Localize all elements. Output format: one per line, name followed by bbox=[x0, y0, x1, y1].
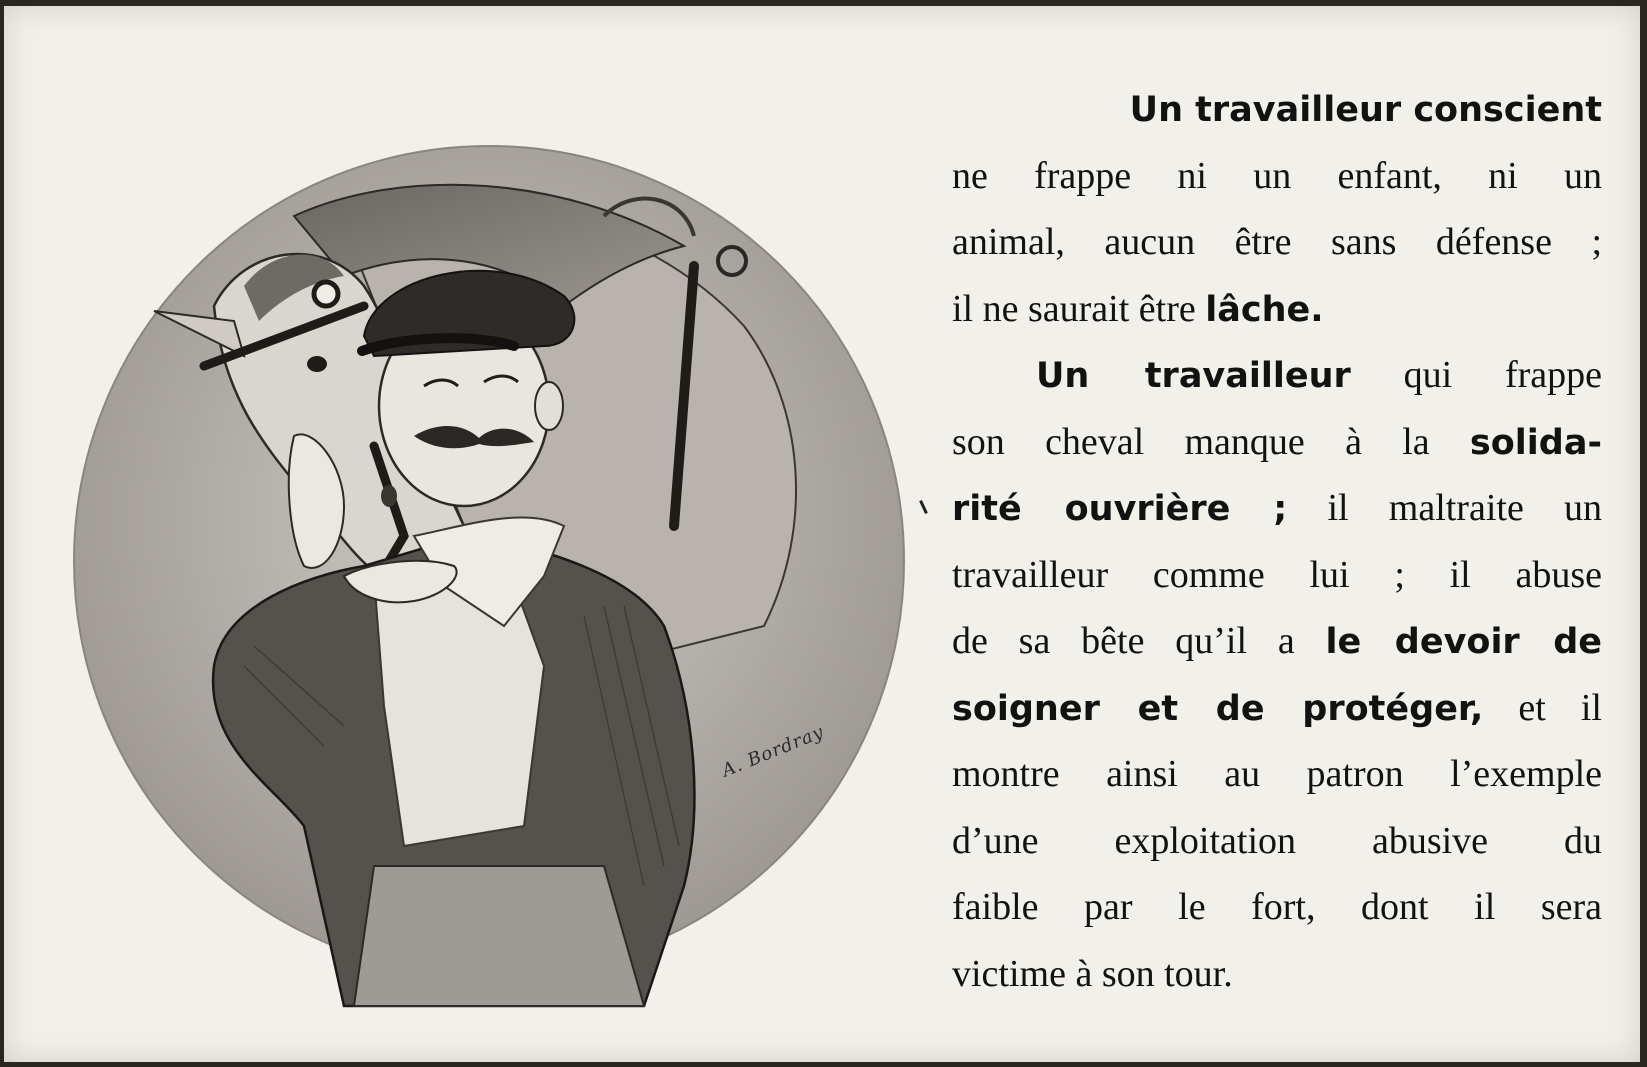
artist-signature: A. Bordray bbox=[719, 721, 828, 782]
text-line: victime à son tour. bbox=[952, 952, 1233, 995]
text-line: montre ainsi au patron l’exemple bbox=[952, 753, 1602, 795]
text-line bbox=[952, 342, 1602, 409]
text-span: son cheval manque à la bbox=[952, 420, 1470, 463]
man-trousers bbox=[354, 866, 644, 1006]
text-span: et il bbox=[1483, 686, 1602, 729]
horse-nostril bbox=[381, 485, 397, 507]
bold-phrase: solida- bbox=[1469, 422, 1602, 463]
text-span: il maltraite un bbox=[1287, 487, 1603, 529]
postcard bbox=[4, 6, 1640, 1062]
heading-phrase: Un travailleur conscient bbox=[1129, 90, 1602, 130]
text-line bbox=[952, 475, 1602, 542]
bold-phrase: lâche. bbox=[1205, 289, 1324, 330]
text-line bbox=[952, 675, 1602, 742]
bold-phrase: rité ouvrière ; bbox=[952, 489, 1288, 529]
man-and-horse-illustration bbox=[44, 106, 924, 1062]
text-line: travailleur comme lui ; il abuse bbox=[952, 553, 1602, 596]
text-line bbox=[952, 409, 1602, 476]
horse-eye bbox=[307, 356, 327, 372]
text-span: il ne saurait être bbox=[952, 287, 1206, 330]
bold-phrase: soigner et de protéger, bbox=[952, 688, 1484, 729]
text-line: d’une exploitation abusive du bbox=[952, 819, 1602, 862]
man-ear bbox=[535, 382, 563, 430]
bridle-rosette bbox=[314, 282, 338, 306]
text-line: faible par le fort, dont il sera bbox=[952, 886, 1602, 928]
text-span: de sa bête qu’il a bbox=[952, 620, 1326, 662]
text-line bbox=[952, 608, 1602, 675]
bold-phrase: Un travailleur bbox=[1036, 356, 1351, 396]
text-line: ne frappe ni un enfant, ni un bbox=[952, 154, 1602, 197]
text-span: qui frappe bbox=[1350, 354, 1602, 396]
text-line bbox=[952, 76, 1602, 143]
text-line bbox=[952, 276, 1602, 343]
text-line: animal, aucun être sans défense ; bbox=[952, 221, 1602, 263]
bold-phrase: le devoir de bbox=[1325, 622, 1602, 662]
moral-text bbox=[952, 76, 1602, 1007]
